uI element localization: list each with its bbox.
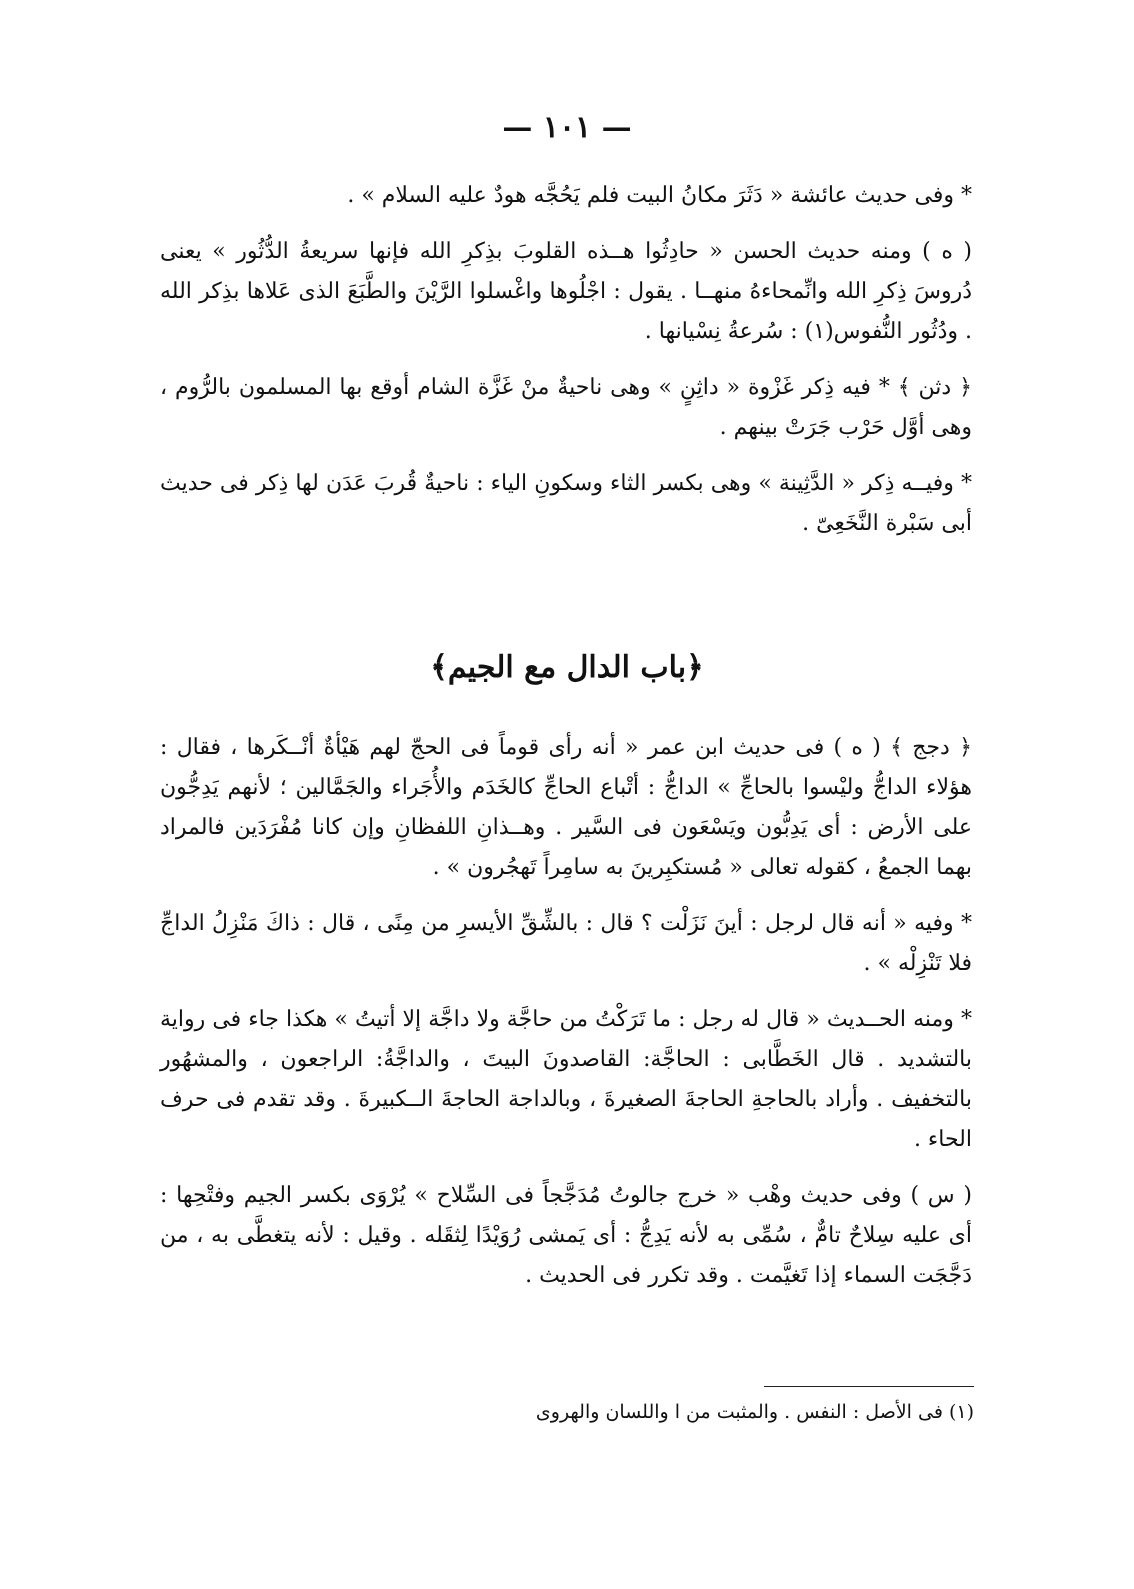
entries-dathar-dathan	[160, 176, 972, 544]
paragraph-wahb-hadith: ( س ) وفى حديث وهْب « خرج جالوتُ مُدَجَّجاً فى السِّلاح » يُرْوَى بكسر الجيم وفتْحِها : أى عليه سِلاحٌ تامٌّ ، سُمِّى به لأنه يَدِجُّ : أى يَمشى رُوَيْدًا لِثقَله . وقيل : لأنه يتغطَّى به ، من دَجَّجَت السماء إذا تَغيَّمت . وقد تكرر فى الحديث .	[160, 1183, 972, 1288]
chapter-heading: ﴿باب الدال مع الجيم﴾	[430, 650, 704, 685]
paragraph-minah-hadith: * وفيه « أنه قال لرجل : أينَ نَزَلْت ؟ قال : بالشِّقِّ الأيسرِ من مِنًى ، قال : ذاكَ مَنْزِلُ الداجِّ فلا تَنْزِلْه » .	[160, 911, 972, 976]
paragraph-hajja-dajja: * ومنه الحــديث « قال له رجل : ما تَرَكْتُ من حاجَّة ولا داجَّة إلا أتيتُ » هكذا جاء فى رواية بالتشديد . قال الخَطَّابى : الحاجَّة: القاصدونَ البيتَ ، والداجَّةُ: الراجعون ، والمشهُور بالتخفيف . وأراد بالحاجةِ الحاجةَ الصغيرةَ ، وبالداجة الحاجةَ الــكبيرةَ . وقد تقدم فى حرف الحاء .	[160, 1007, 972, 1152]
paragraph-hasan-hadith: ( ه ) ومنه حديث الحسن « حادِثُوا هــذه القلوبَ بذِكرِ الله فإنها سريعةُ الدُّثُور » يعنى دُروسَ ذِكرِ الله وانِّمحاءهُ منهــا . يقول : اجْلُوها واغْسلوا الرَّيْنَ والطَّبَعَ الذى عَلاها بذِكر الله . ودُثُور النُّفوس(١) : سُرعةُ نِسْيانها .	[160, 239, 972, 344]
paragraph-dathina: * وفيــه ذِكر « الدَّثِينة » وهى بكسر الثاء وسكونِ الياء : ناحيةٌ قُربَ عَدَن لها ذِكر فى حديث أبى سَبْرة النَّخَعِىّ .	[160, 471, 972, 536]
entries-dajaj	[160, 728, 972, 1296]
footnote-divider	[764, 1386, 974, 1387]
paragraph-dathin-entry: ﴿ دثن ﴾ * فيه ذِكر غَزْوة « داثِنٍ » وهى ناحيةٌ منْ غَزَّة الشام أوقع بها المسلمون بالرُّوم ، وهى أوَّل حَرْب جَرَتْ بينهم .	[160, 375, 972, 440]
paragraph-dajj-entry: ﴿ دجج ﴾ ( ه ) فى حديث ابن عمر « أنه رأى قوماً فى الحجّ لهم هَيْأةٌ أنْــكَرها ، فقال : هؤلاء الداجُّ وليْسوا بالحاجِّ » الداجُّ : أتْباع الحاجِّ كالخَدَم والأُجَراء والجَمَّالين ؛ لأنهم يَدِجُّون على الأرض : أى يَدِبُّون ويَسْعَون فى السَّير . وهــذانِ اللفظانِ وإن كانا مُفْرَدَين فالمراد بهما الجمعُ ، كقوله تعالى « مُستكبِرينَ به سامِراً تَهجُرون » .	[160, 735, 972, 880]
footnote: (١) فى الأصل : النفس . والمثبت من ا واللسان والهروى	[535, 1401, 974, 1423]
paragraph-aisha-hadith: * وفى حديث عائشة « دَثَرَ مكانُ البيت فلم يَحُجَّه هودٌ عليه السلام » .	[347, 183, 972, 208]
page-number: — ١٠١ —	[502, 110, 632, 145]
